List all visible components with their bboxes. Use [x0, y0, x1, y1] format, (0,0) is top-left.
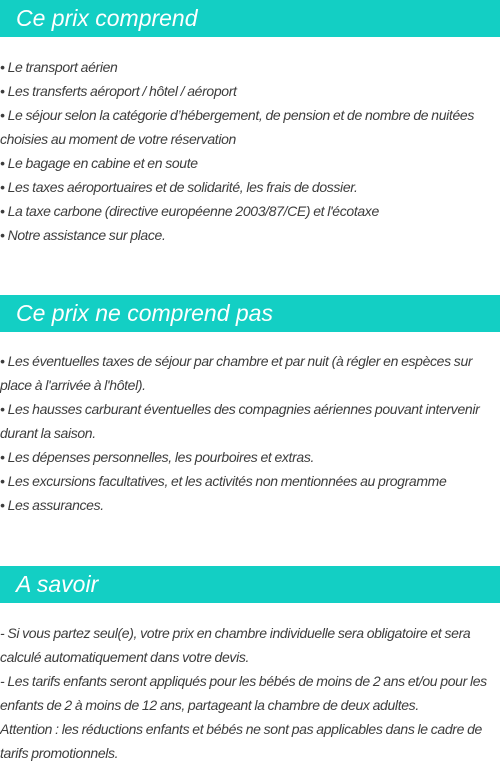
list-item: Attention : les réductions enfants et bébés ne sont pas applicables dans le cadre de tarifs promotionnels. [0, 721, 482, 761]
list-item: • Les excursions facultatives, et les activités non mentionnées au programme [0, 473, 447, 489]
list-item: - Si vous partez seul(e), votre prix en chambre individuelle sera obligatoire et sera calculé automatiquement dans votre devis. [0, 625, 471, 665]
section-header-good-to-know [0, 566, 500, 603]
section-header-price-includes [0, 0, 500, 37]
list-item: • Notre assistance sur place. [0, 227, 166, 243]
list-item: • Les transferts aéroport / hôtel / aéroport [0, 83, 237, 99]
list-item: • Les assurances. [0, 497, 104, 513]
list-item: • Le transport aérien [0, 59, 118, 75]
list-item: • Le bagage en cabine et en soute [0, 155, 198, 171]
section-title: A savoir [16, 571, 99, 597]
section-title: Ce prix comprend [16, 5, 198, 31]
section-header-price-excludes [0, 295, 500, 332]
list-item: - Les tarifs enfants seront appliqués pour les bébés de moins de 2 ans et/ou pour les enfants de 2 à moins de 12 ans, partageant la chambre de deux adultes. [0, 673, 487, 713]
good-to-know-list [0, 621, 500, 765]
list-item: • Les dépenses personnelles, les pourboires et extras. [0, 449, 315, 465]
list-item: • La taxe carbone (directive européenne 2003/87/CE) et l'écotaxe [0, 203, 379, 219]
section-title: Ce prix ne comprend pas [16, 300, 273, 326]
list-item: • Les taxes aéroportuaires et de solidarité, les frais de dossier. [0, 179, 358, 195]
list-item: • Le séjour selon la catégorie d’hébergement, de pension et de nombre de nuitées choisies au moment de votre réservation [0, 107, 474, 147]
list-item: • Les éventuelles taxes de séjour par chambre et par nuit (à régler en espèces sur place à l'arrivée à l'hôtel). [0, 353, 473, 393]
price-excludes-list [0, 349, 500, 517]
price-includes-list [0, 55, 500, 247]
list-item: • Les hausses carburant éventuelles des compagnies aériennes pouvant intervenir durant la saison. [0, 401, 480, 441]
